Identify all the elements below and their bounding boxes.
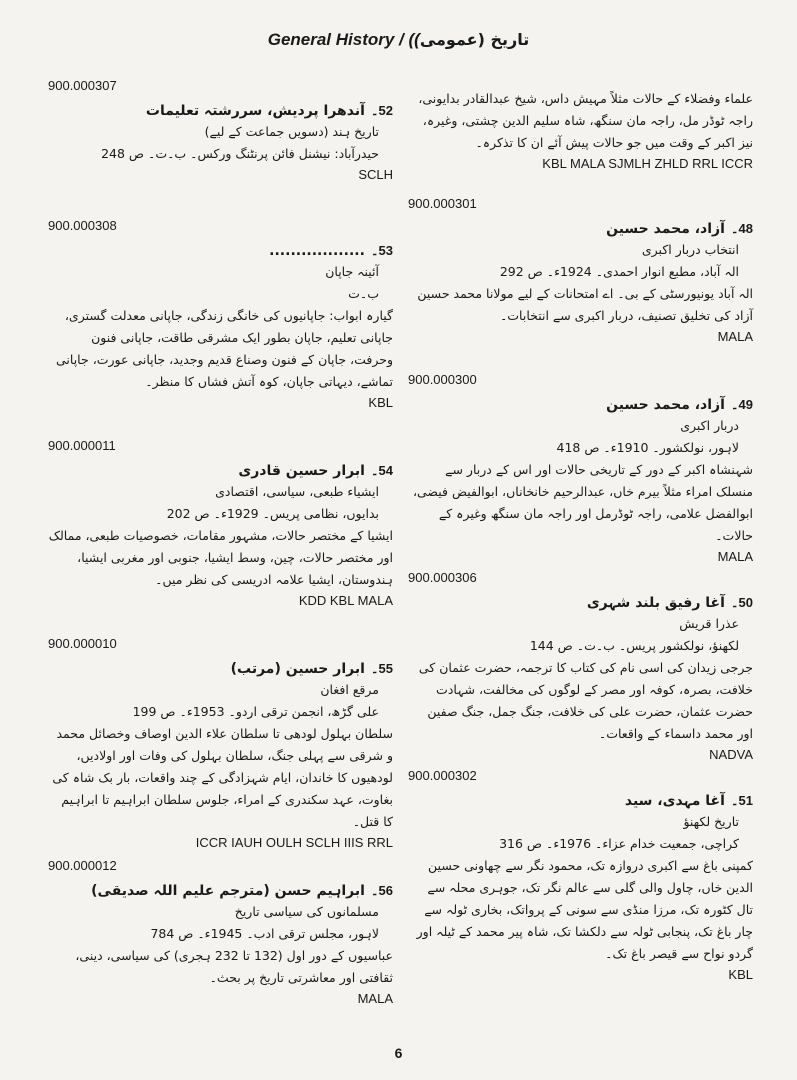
- entry-line: لکھنؤ، نولکشور پریس۔ ب۔ت۔ ص 144: [529, 638, 739, 653]
- continuation-text: علماء وفضلاء کے حالات مثلاً مہیش داس، شیخ عبدالقادر بدایونی، راجہ ٹوڈر مل، راجہ مان سنگھ، شاہ سلیم الدین چشتی، وغیرہ، نیز اکبر کے وقت میں جو حالات پیش آئے ان کا تذکرہ۔: [418, 91, 753, 150]
- entry-line: بدایوں، نظامی پریس۔ 1929ء۔ ص 202: [166, 506, 379, 521]
- entry-number: 50۔: [730, 595, 753, 610]
- entry-line: دربار اکبری: [680, 418, 739, 433]
- header-english: General History / (: [267, 30, 415, 49]
- entry-description: ایشیا کے مختصر حالات، مشہور مقامات، خصوصیات طبعی، ممالک اور مختصر حالات، چین، وسط ایشیا، جنوبی اور مغربی ایشیا، ہندوستان، ایشیا علامہ ادریسی کی نظر میں۔: [48, 528, 393, 587]
- entry-number: 48۔: [730, 221, 753, 236]
- entry-locations: SCLH: [358, 167, 393, 182]
- entry-id: 900.000306: [408, 570, 477, 585]
- entry-number: 49۔: [730, 397, 753, 412]
- entry-title: آغا مہدی، سید: [624, 793, 725, 809]
- entry-line: علی گڑھ، انجمن ترقی اردو۔ 1953ء۔ ص 199: [132, 704, 379, 719]
- entry-id: 900.000011: [48, 438, 116, 453]
- catalog-entry: [48, 218, 393, 438]
- entry-line: حیدرآباد: نیشنل فائن پرنٹنگ ورکس۔ ب۔ت۔ ص 248: [101, 146, 379, 161]
- entry-line: تاریخ ہند (دسویں جماعت کے لیے): [204, 124, 379, 139]
- entry-id: 900.000012: [48, 858, 117, 873]
- catalog-entry: [408, 196, 753, 372]
- entry-title-row: [48, 103, 393, 119]
- catalog-entry: [408, 768, 753, 988]
- entry-line: لاہور، نولکشور۔ 1910ء۔ ص 418: [556, 440, 739, 455]
- entry-title-row: [48, 883, 393, 899]
- entry-number: 55۔: [370, 661, 393, 676]
- entry-line: انتخاب دربار اکبری: [641, 242, 739, 257]
- entry-description: شہنشاہ اکبر کے دور کے تاریخی حالات اور اس کے دربار سے منسلک امراء مثلاً بیرم خاں، عبدالرحیم خانخاناں، ابوالفیض فیضی، ابوالفضل علامی، راجہ ٹوڈرمل اور راجہ مان سنگھ وغیرہ کے حالات۔: [412, 462, 753, 543]
- entry-title: ابراہیم حسن (مترجم علیم اللہ صدیقی): [91, 883, 365, 899]
- entry-description: عباسیوں کے دور اول (132 تا 232 ہجری) کی سیاسی، دینی، ثقافتی اور معاشرتی تاریخ پر بحث۔: [75, 948, 393, 985]
- entry-locations: MALA: [357, 991, 393, 1006]
- entry-line: تاریخ لکھنؤ: [683, 814, 739, 829]
- entry-line: ایشیاء طبعی، سیاسی، اقتصادی: [215, 484, 379, 499]
- entry-title: ..................: [269, 243, 365, 259]
- entry-title-row: [48, 661, 393, 677]
- entry-locations: KBL: [368, 395, 393, 410]
- entry-number: 53۔: [370, 243, 393, 258]
- entry-id: 900.000302: [408, 768, 477, 783]
- entry-locations: MALA: [717, 549, 753, 564]
- entry-locations: NADVA: [709, 747, 753, 762]
- entry-title-row: [408, 221, 753, 237]
- entry-id: 900.000300: [408, 372, 477, 387]
- catalog-entry: [408, 372, 753, 570]
- header-urdu: تاریخ (عمومی: [419, 30, 530, 49]
- right-column: [408, 88, 753, 988]
- entry-number: 56۔: [370, 883, 393, 898]
- entry-locations: KBL: [728, 967, 753, 982]
- entry-description: کمپنی باغ سے اکبری دروازہ تک، محمود نگر سے چھاونی حسین الدین خاں، چاول والی گلی سے عالم نگر تک، جوہری محلہ سے تال کٹورہ تک، مرزا منڈی سے سونی کے پرواتک، بخاری ٹولہ سے چار باغ تک، پنجابی ٹولہ سے دلکشا تک، شاہ پیر محمد کے ٹیلہ اور گردو نواح سے قیصر باغ تک۔: [416, 858, 753, 961]
- entry-line: آئینہ جاپان: [325, 264, 379, 279]
- entry-description: الہ آباد یونیورسٹی کے بی۔ اے امتحانات کے لیے مولانا محمد حسین آزاد کی تخلیق تصنیف، دربار اکبری سے انتخابات۔: [417, 286, 753, 323]
- header-close: ): [414, 30, 420, 49]
- entry-number: 54۔: [370, 463, 393, 478]
- catalog-entry: [48, 636, 393, 858]
- entry-id: 900.000010: [48, 636, 117, 651]
- entry-line: لاہور، مجلس ترقی ادب۔ 1945ء۔ ص 784: [150, 926, 379, 941]
- entry-title: آزاد، محمد حسین: [606, 397, 725, 413]
- entry-number: 51۔: [730, 793, 753, 808]
- entry-line: مسلمانوں کی سیاسی تاریخ: [234, 904, 379, 919]
- entry-title: آندھرا پردیش، سررشتہ تعلیمات: [145, 103, 365, 119]
- entry-title: ابرار حسین (مرتب): [230, 661, 365, 677]
- entry-title: ابرار حسین قادری: [238, 463, 365, 479]
- entry-locations: KDD KBL MALA: [298, 593, 393, 608]
- entry-locations: KBL MALA SJMLH ZHLD RRL ICCR: [542, 156, 753, 171]
- entry-id: 900.000307: [48, 78, 117, 93]
- page-header: [0, 30, 797, 50]
- catalog-entry: [48, 858, 393, 1018]
- entry-locations: ICCR IAUH OULH SCLH IIIS RRL: [195, 835, 393, 850]
- entry-title-row: [48, 243, 393, 259]
- catalog-entry: [48, 78, 393, 218]
- entry-title: آغا رفیق بلند شہری: [586, 595, 725, 611]
- entry-line: ب۔ت: [348, 286, 379, 301]
- entry-line: الہ آباد، مطبع انوار احمدی۔ 1924ء۔ ص 292: [499, 264, 739, 279]
- catalog-entry: [48, 438, 393, 636]
- entry-title: آزاد، محمد حسین: [606, 221, 725, 237]
- entry-title-row: [48, 463, 393, 479]
- continuation-entry: [408, 88, 753, 196]
- entry-line: عذرا قریش: [679, 616, 739, 631]
- entry-description: گیارہ ابواب: جاپانیوں کی خانگی زندگی، جاپانی معدلت گستری، جاپانی تعلیم، جاپان بطور ایک مشرقی طاقت، جاپانی فنون وحرفت، جاپان کے فنون وصناع قدیم وجدید، جاپانی عورت، جاپانی تماشے، دیہاتی جاپان، کوہ آتش فشاں کا منظر۔: [56, 308, 393, 389]
- entry-line: کراچی، جمعیت خدام عزاء۔ 1976ء۔ ص 316: [499, 836, 739, 851]
- entry-id: 900.000308: [48, 218, 117, 233]
- left-column: [48, 78, 393, 1018]
- entry-title-row: [408, 595, 753, 611]
- page-number: 6: [394, 1045, 403, 1061]
- entry-description: جرجی زیدان کی اسی نام کی کتاب کا ترجمہ، حضرت عثمان کی خلافت، بصرہ، کوفہ اور مصر کے لوگوں کی مخالفت، شہادت حضرت عثمان، حضرت علی کی خلافت، جنگ جمل، جنگ صفین اور محمد داسماء کے واقعات۔: [418, 660, 753, 741]
- entry-id: 900.000301: [408, 196, 477, 211]
- entry-title-row: [408, 397, 753, 413]
- entry-line: مرقع افغان: [320, 682, 379, 697]
- entry-description: سلطان بہلول لودھی تا سلطان علاء الدین اوصاف وخصائل محمد و شرقی سے پہلی جنگ، سلطان بہلول کی وفات اور اولادیں، لودھیوں کا خاندان، ایام شہزادگی کے چند واقعات، بار بک شاہ کی بغاوت، عہد سکندری کے امراء، جلوس سلطان ابراہیم تا ابراہیم کا قتل۔: [52, 726, 393, 829]
- entry-number: 52۔: [370, 103, 393, 118]
- entry-title-row: [408, 793, 753, 809]
- catalog-entry: [408, 570, 753, 768]
- entry-locations: MALA: [717, 329, 753, 344]
